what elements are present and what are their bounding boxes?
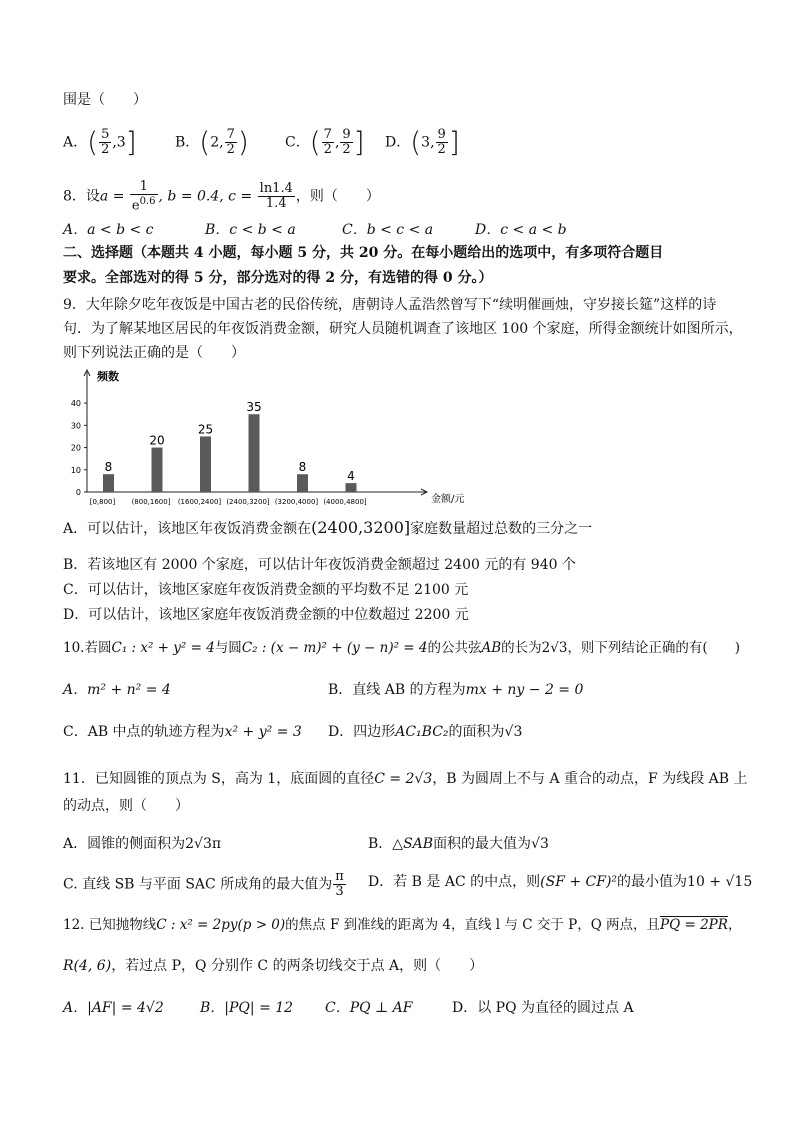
bar-value-label: 8 <box>298 460 307 475</box>
bar <box>346 483 357 492</box>
q10-option-c: C．AB 中点的轨迹方程为x² + y² = 3 <box>63 724 302 740</box>
q9-option-a: A．可以估计，该地区年夜饭消费金额在(2400,3200]家庭数量超过总数的三分之一 <box>63 518 593 537</box>
section-heading-line2: 要求。全部选对的得 5 分，部分选对的得 2 分，有选错的得 0 分。） <box>63 270 493 286</box>
q7-option-a: A．( $\frac{5}{2}$ ,3] <box>63 125 137 159</box>
q9-histogram <box>55 364 485 514</box>
y-tick-label: 10 <box>70 465 81 475</box>
q11-option-b: B．△SAB面积的最大值为√3 <box>368 836 549 852</box>
bar-value-label: 8 <box>104 460 113 475</box>
q10-option-a: A．m² + n² = 4 <box>63 682 171 698</box>
q11-stem-line2: 的动点，则（ ） <box>63 798 189 814</box>
q8-option-d: D．c < a < b <box>475 222 567 238</box>
section-heading-line1: 二、选择题（本题共 4 小题，每小题 5 分，共 20 分。在每小题给出的选项中，有多项符合题目 <box>63 245 664 261</box>
y-tick-label: 0 <box>75 488 81 497</box>
x-category-label: (800,1600] <box>131 498 171 506</box>
x-category-label: [0,800] <box>89 498 116 506</box>
q9-option-c: C．可以估计，该地区家庭年夜饭消费金额的平均数不足 2100 元 <box>63 582 469 598</box>
q9-option-d: D．可以估计，该地区家庭年夜饭消费金额的中位数超过 2200 元 <box>63 607 469 623</box>
x-axis-label: 金额/元 <box>431 494 465 505</box>
q12-option-a: A．|AF| = 4√2 <box>63 1000 164 1016</box>
q12-option-d: D．以 PQ 为直径的圆过点 A <box>452 1000 634 1016</box>
q11-option-a: A．圆锥的侧面积为2√3π <box>63 836 222 852</box>
q12-option-b: B．|PQ| = 12 <box>200 1000 294 1016</box>
q9-stem-line3: 则下列说法正确的是（ ） <box>63 345 245 361</box>
x-category-label: (4000,4800] <box>323 498 367 506</box>
q7-option-d: D．(3, $\frac{9}{2}$ ] <box>385 125 460 159</box>
q10-stem: 10.若圆C₁ : x² + y² = 4与圆C₂ : (x − m)² + (y − n)² = 4的公共弦AB的长为2√3，则下列结论正确的有( ) <box>63 640 740 656</box>
y-tick-label: 30 <box>70 421 81 431</box>
x-category-label: (3200,4000] <box>274 498 319 506</box>
y-axis-label: 频数 <box>97 370 119 383</box>
q8-option-a: A．a < b < c <box>63 222 154 238</box>
q9-option-b: B．若该地区有 2000 个家庭，可以估计年夜饭消费金额超过 2400 元的有 940 个 <box>63 557 576 573</box>
q12-stem-line1: 12. 已知抛物线C : x² = 2py(p > 0)的焦点 F 到准线的距离为 4，直线 l 与 C 交于 P，Q 两点，且PQ = 2PR， <box>63 917 742 933</box>
q7-tail: 围是（ ） <box>63 92 147 108</box>
bar-value-label: 20 <box>149 433 165 448</box>
q10-option-d: D．四边形AC₁BC₂的面积为√3 <box>328 724 523 740</box>
bar <box>200 436 211 492</box>
y-tick-label: 40 <box>70 399 81 409</box>
q7-option-b: B．(2, $\frac{7}{2}$ ) <box>175 125 249 159</box>
bar-value-label: 25 <box>197 422 214 437</box>
bar <box>297 474 308 492</box>
q9-stem-line2: 句．为了解某地区居民的年夜饭消费金额，研究人员随机调查了该地区 100 个家庭，所得金额统计如图所示， <box>63 321 743 337</box>
bar-value-label: 35 <box>246 400 262 415</box>
bar <box>103 474 114 492</box>
q12-stem-line2: R(4, 6)，若过点 P，Q 分别作 C 的两条切线交于点 A，则（ ） <box>63 958 484 974</box>
bar-value-label: 4 <box>347 469 355 484</box>
q8-option-b: B．c < b < a <box>205 222 296 238</box>
x-category-label: (2400,3200] <box>226 498 270 506</box>
q8-stem: 8．设a = $\frac{1}{e^{0.6}}$ , b = 0.4, c = $\frac{\ln 1.4}{1.4}$ ，则（ ） <box>63 179 380 214</box>
q11-stem-line1: 11．已知圆锥的顶点为 S，高为 1，底面圆的直径C = 2√3，B 为圆周上不与 A 重合的动点，F 为线段 AB 上 <box>63 771 748 787</box>
q7-option-c: C．( $\frac{7}{2}$ , $\frac{9}{2}$ ] <box>285 125 365 159</box>
y-tick-label: 20 <box>70 443 81 453</box>
q10-option-b: B．直线 AB 的方程为mx + ny − 2 = 0 <box>328 682 584 698</box>
q12-option-c: C．PQ ⊥ AF <box>325 1000 413 1016</box>
x-category-label: (1600,2400] <box>177 498 222 506</box>
q8-option-c: C．b < c < a <box>342 222 434 238</box>
bar <box>152 448 163 492</box>
q11-option-c: C. 直线 SB 与平面 SAC 所成角的最大值为 $\frac{\pi}{3}$ <box>63 869 344 899</box>
bar <box>249 414 260 492</box>
q9-stem-line1: 9．大年除夕吃年夜饭是中国古老的民俗传统，唐朝诗人孟浩然曾写下“续明催画烛，守岁接长筵”这样的诗 <box>63 297 717 313</box>
q11-option-d: D．若 B 是 AC 的中点，则(SF + CF)²的最小值为10 + √15 <box>368 874 753 890</box>
